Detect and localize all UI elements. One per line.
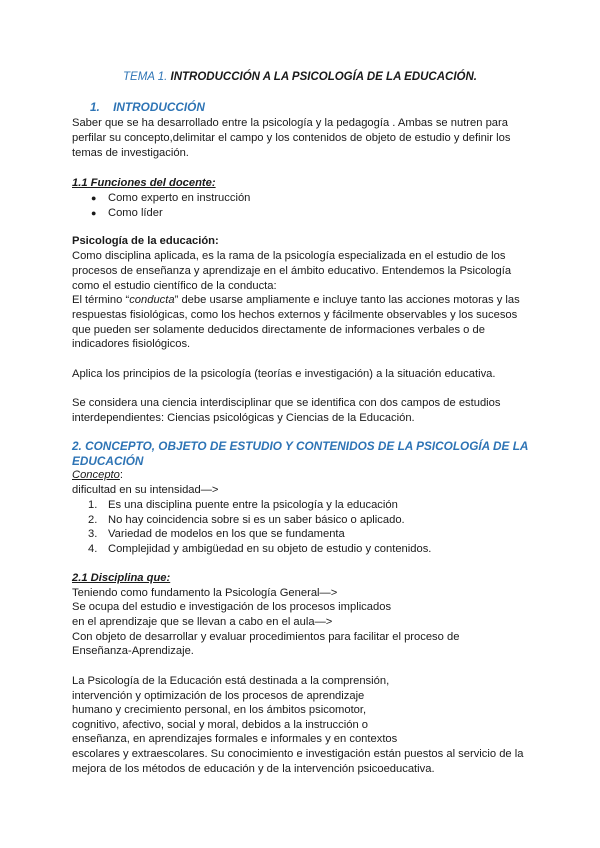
- discipline-line: Se ocupa del estudio e investigación de los procesos implicados: [72, 601, 392, 613]
- psychology-heading: Psicología de la educación:: [72, 235, 219, 247]
- list-item: 1. Es una disciplina puente entre la psicología y la educación: [88, 499, 398, 511]
- final-paragraph-line: enseñanza, en aprendizajes formales e informales y en contextos: [72, 733, 398, 745]
- discipline-line: Teniendo como fundamento la Psicología General—>: [72, 587, 338, 599]
- concepto-list: [88, 498, 432, 556]
- section-1-paragraph-line: perfilar su concepto,delimitar el campo y los contenidos de objeto de estudio y definir los: [72, 132, 511, 144]
- psychology-paragraph-line: respuestas fisiológicas, como los hechos externos y fácilmente observables y los sucesos: [72, 309, 518, 321]
- psychology-paragraph-line: procesos de enseñanza y aprendizaje en el ámbito educativo. Entendemos la Psicología: [72, 265, 512, 277]
- subsection-2-1-heading: 2.1 Disciplina que:: [72, 572, 171, 584]
- psychology-paragraph-line: Se considera una ciencia interdisciplinar que se identifica con dos campos de estudios: [72, 397, 501, 409]
- psychology-paragraph-line: interdependientes: Ciencias psicológicas y Ciencias de la Educación.: [72, 412, 415, 424]
- concepto-label: Concepto:: [72, 469, 124, 481]
- discipline-line: Con objeto de desarrollar y evaluar procedimientos para facilitar el proceso de: [72, 631, 460, 643]
- psychology-paragraph-line: como el estudio científico de la conducta:: [72, 280, 277, 292]
- discipline-line: en el aprendizaje que se llevan a cabo en el aula—>: [72, 616, 333, 628]
- conducta-line: El término “conducta” debe usarse ampliamente e incluye tanto las acciones motoras y las: [72, 294, 520, 306]
- section-1-paragraph-line: Saber que se ha desarrollado entre la psicología y la pedagogía . Ambas se nutren para: [72, 117, 508, 129]
- section-2-heading-line: EDUCACIÓN: [72, 454, 144, 468]
- final-paragraph-line: humano y crecimiento personal, en los ámbitos psicomotor,: [72, 704, 367, 716]
- final-paragraph-line: intervención y optimización de los procesos de aprendizaje: [72, 690, 365, 702]
- psychology-paragraph-line: Como disciplina aplicada, es la rama de la psicología especializada en el estudio de los: [72, 250, 506, 262]
- bullet-icon: ●: [91, 193, 97, 203]
- list-item: 3. Variedad de modelos en los que se fundamenta: [88, 528, 345, 541]
- title-prefix: TEMA 1.: [123, 71, 168, 83]
- section-1-number: 1.: [90, 100, 100, 114]
- functions-list: [91, 191, 251, 220]
- section-1-title: INTRODUCCIÓN: [113, 100, 205, 114]
- final-paragraph-line: cognitivo, afectivo, social y moral, debidos a la instrucción o: [72, 719, 368, 731]
- psychology-paragraph-line: que pueden ser solamente deducidos directamente de informaciones verbales o de: [72, 324, 485, 336]
- final-paragraph-line: mejora de los métodos de educación y de la intervención psicoeducativa.: [72, 763, 435, 775]
- list-item: ● Como líder: [91, 206, 163, 219]
- subsection-1-1-heading: 1.1 Funciones del docente:: [72, 177, 216, 189]
- psychology-paragraph-line: Aplica los principios de la psicología (teorías e investigación) a la situación educativa.: [72, 368, 496, 380]
- list-item: ● Como experto en instrucción: [91, 192, 251, 204]
- concepto-intro: dificultad en su intensidad—>: [72, 484, 219, 496]
- final-paragraph-line: La Psicología de la Educación está destinada a la comprensión,: [72, 675, 390, 687]
- psychology-paragraph-line: indicadores fisiológicos.: [72, 338, 191, 350]
- final-paragraph-line: escolares y extraescolares. Su conocimiento e investigación están puestos al servicio de la: [72, 748, 524, 760]
- bullet-icon: ●: [91, 207, 97, 218]
- section-2-heading-line: 2. CONCEPTO, OBJETO DE ESTUDIO Y CONTENIDOS DE LA PSICOLOGÍA DE LA: [72, 439, 529, 453]
- list-item: 4. Complejidad y ambigüedad en su objeto de estudio y contenidos.: [88, 542, 432, 555]
- title-text: INTRODUCCIÓN A LA PSICOLOGÍA DE LA EDUCACIÓN.: [170, 71, 477, 83]
- document-title: [0, 70, 600, 85]
- list-item: 2. No hay coincidencia sobre si es un saber básico o aplicado.: [88, 513, 405, 526]
- conducta-term: conducta: [129, 294, 175, 306]
- section-1-paragraph-line: temas de investigación.: [72, 147, 189, 159]
- section-1-heading: [90, 100, 205, 115]
- discipline-line: Enseñanza-Aprendizaje.: [72, 645, 194, 657]
